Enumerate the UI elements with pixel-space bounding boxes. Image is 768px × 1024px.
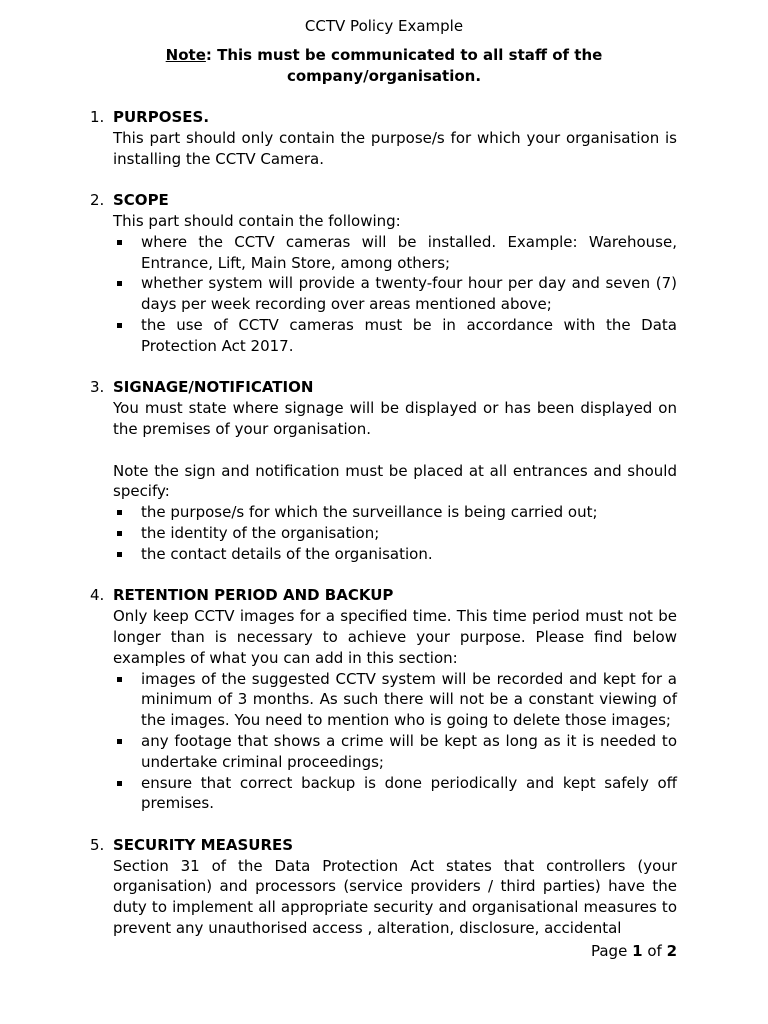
page-footer (400, 941, 677, 962)
section-signage-notification (86, 377, 677, 564)
list-item-text: the contact details of the organisation. (141, 544, 433, 563)
list-item (113, 232, 677, 274)
page-word: Page (590, 942, 628, 960)
of-word: of (647, 942, 662, 960)
section-heading: PURPOSES. (113, 108, 210, 126)
paragraph-spacer (113, 440, 677, 461)
list-item (113, 502, 677, 523)
staff-note (140, 45, 628, 87)
policy-sections (86, 107, 677, 960)
list-item (113, 315, 677, 357)
section-purposes (86, 107, 677, 169)
section-number: 4. (90, 586, 105, 605)
list-item-text: the purpose/s for which the surveillance is being carried out; (141, 503, 598, 522)
list-item-text: the use of CCTV cameras must be in accordance with the Data Protection Act 2017. (141, 315, 677, 355)
section-heading: SIGNAGE/NOTIFICATION (113, 378, 314, 397)
bullet-list (113, 669, 677, 815)
list-item (113, 544, 677, 565)
section-paragraph: Only keep CCTV images for a specified time. This time period must not be longer than is necessary to achieve your purpose. Please find below examples of what you can add in this section: (113, 607, 677, 667)
list-item (113, 731, 677, 773)
list-item-text: ensure that correct backup is done periodically and kept safely off premises. (141, 773, 677, 813)
section-paragraph: You must state where signage will be displayed or has been displayed on the premises of your organisation. (113, 399, 677, 438)
section-heading: SECURITY MEASURES (113, 835, 294, 854)
list-item (113, 273, 677, 315)
square-bullet-icon (117, 281, 122, 286)
square-bullet-icon (117, 677, 122, 682)
total-page-count: 2 (666, 942, 677, 960)
square-bullet-icon (117, 240, 122, 245)
section-paragraph: This part should only contain the purpose/s for which your organisation is installing the CCTV Camera. (113, 128, 677, 168)
list-item-text: where the CCTV cameras will be installed. Example: Warehouse, Entrance, Lift, Main Store, among others; (141, 232, 677, 272)
list-item-text: the identity of the organisation; (141, 523, 380, 542)
square-bullet-icon (117, 552, 122, 557)
square-bullet-icon (117, 323, 122, 328)
note-text: : This must be communicated to all staff of the company/organisation. (205, 46, 603, 85)
list-item (113, 773, 677, 815)
square-bullet-icon (117, 510, 122, 515)
list-item (113, 523, 677, 544)
list-item (113, 669, 677, 731)
list-item-text: any footage that shows a crime will be kept as long as it is needed to undertake criminal proceedings; (141, 731, 677, 771)
section-security-measures (86, 835, 677, 939)
section-number: 3. (90, 378, 105, 397)
list-item-text: images of the suggested CCTV system will be recorded and kept for a minimum of 3 months. As such there will not be a constant viewing of the images. You need to mention who is going to delete those images; (141, 669, 677, 730)
bullet-list (113, 232, 677, 357)
bullet-list (113, 502, 677, 564)
square-bullet-icon (117, 531, 122, 536)
section-heading: RETENTION PERIOD AND BACKUP (113, 586, 394, 605)
square-bullet-icon (117, 739, 122, 744)
section-retention-period (86, 585, 677, 814)
current-page-number: 1 (632, 942, 643, 960)
note-label: Note (165, 46, 206, 64)
square-bullet-icon (117, 781, 122, 786)
section-paragraph: This part should contain the following: (113, 211, 401, 230)
section-paragraph: Section 31 of the Data Protection Act states that controllers (your organisation) and processors (service providers / third parties) have the duty to implement all appropriate security and organisational measures to prevent any unauthorised access , alteration, disclosure, accidental (113, 856, 677, 938)
section-paragraph: Note the sign and notification must be placed at all entrances and should specify: (113, 461, 677, 501)
section-scope (86, 190, 677, 356)
section-heading: SCOPE (113, 191, 169, 210)
section-number: 2. (90, 191, 105, 210)
section-number: 5. (90, 835, 105, 854)
document-title: CCTV Policy Example (304, 17, 464, 35)
section-number: 1. (90, 108, 105, 126)
list-item-text: whether system will provide a twenty-four hour per day and seven (7) days per week recording over areas mentioned above; (141, 274, 677, 314)
